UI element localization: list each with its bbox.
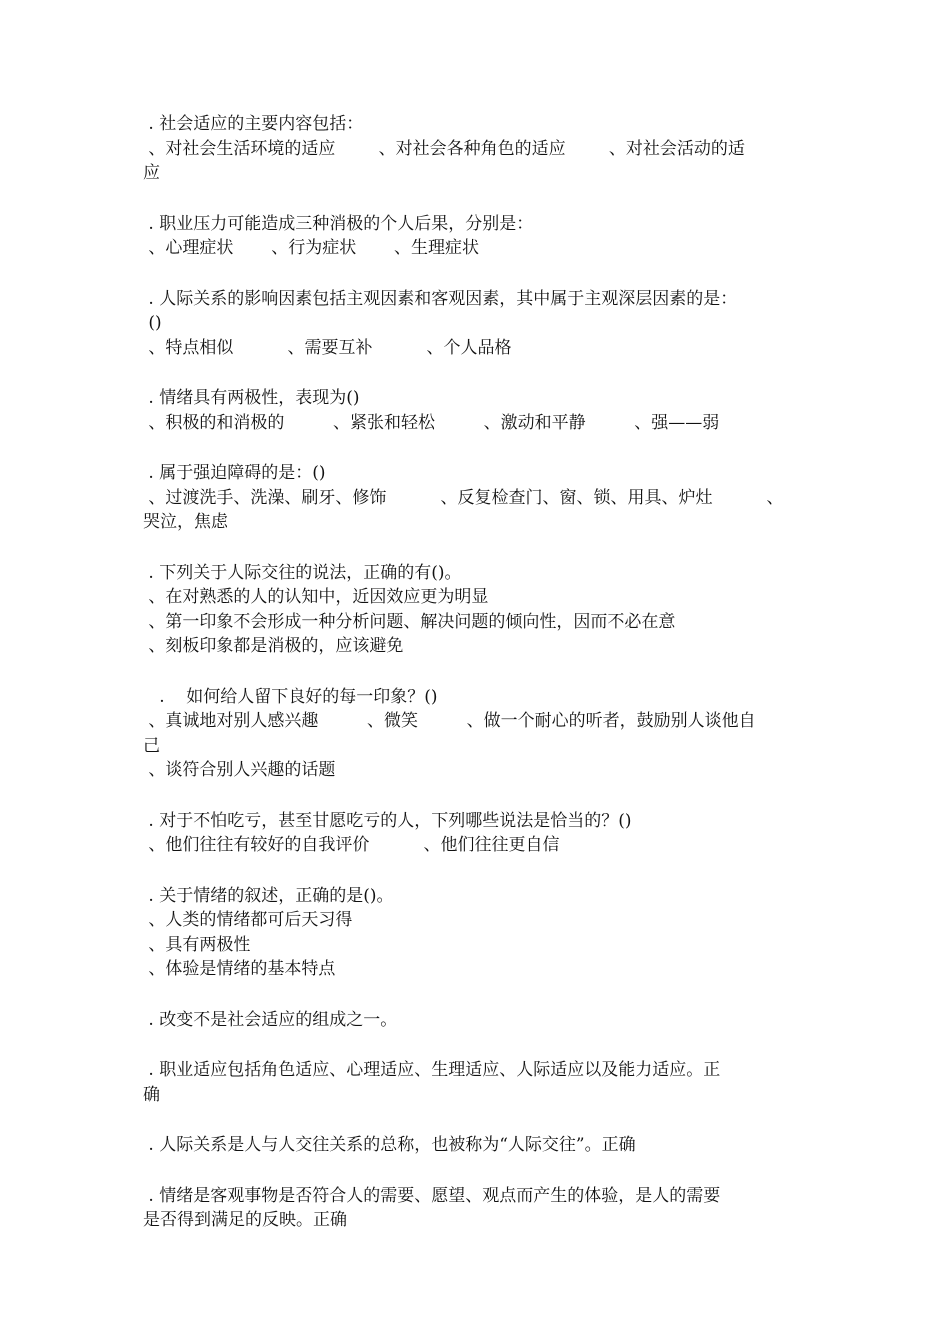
statement-text: . 人际关系是人与人交往关系的总称，也被称为“人际交往”。正确 [143, 1135, 636, 1155]
question-text: . 人际关系的影响因素包括主观因素和客观因素，其中属于主观深层因素的是： [143, 288, 738, 309]
question-4 [143, 386, 811, 435]
answer-options-continued: 己 [143, 735, 160, 756]
question-text: . 情绪具有两极性，表现为() [143, 388, 360, 408]
statement-text: . 改变不是社会适应的组成之一。 [143, 1009, 398, 1030]
question-6 [143, 561, 811, 659]
answer-options-continued: 应 [143, 163, 160, 183]
answer-options: 、真诚地对别人感兴趣 、微笑 、做一个耐心的听者，鼓励别人谈他自 [143, 711, 756, 731]
answer-option: 、谈符合别人兴趣的话题 [143, 760, 336, 780]
answer-option: 、人类的情绪都可后天习得 [143, 910, 353, 930]
answer-options: 、特点相似 、需要互补 、个人品格 [143, 337, 512, 358]
question-text: . 对于不怕吃亏，甚至甘愿吃亏的人，下列哪些说法是恰当的？() [143, 810, 632, 831]
question-text: . 下列关于人际交往的说法，正确的有()。 [143, 562, 462, 583]
answer-option: 、刻板印象都是消极的，应该避免 [143, 636, 404, 656]
question-text: . 关于情绪的叙述，正确的是()。 [143, 885, 394, 906]
question-11 [143, 1058, 811, 1107]
question-2 [143, 212, 811, 261]
statement-text: . 情绪是客观事物是否符合人的需要、愿望、观点而产生的体验，是人的需要 [143, 1185, 721, 1206]
statement-text-continued: 确 [143, 1084, 160, 1105]
answer-option: 、第一印象不会形成一种分析问题、解决问题的倾向性，因而不必在意 [143, 611, 676, 632]
question-9 [143, 884, 811, 982]
question-5 [143, 461, 811, 535]
question-3 [143, 287, 811, 361]
answer-option: 、在对熟悉的人的认知中，近因效应更为明显 [143, 587, 489, 607]
question-text: . 职业压力可能造成三种消极的个人后果，分别是： [143, 213, 534, 234]
answer-options: 、积极的和消极的 、紧张和轻松 、激动和平静 、强——弱 [143, 412, 720, 433]
question-8 [143, 809, 811, 858]
answer-options-continued: 哭泣，焦虑 [143, 512, 228, 532]
statement-text-continued: 是否得到满足的反映。正确 [143, 1210, 347, 1230]
document-page [143, 112, 811, 1233]
question-12 [143, 1133, 811, 1158]
question-7 [143, 685, 811, 783]
answer-options: 、对社会生活环境的适应 、对社会各种角色的适应 、对社会活动的适 [143, 138, 745, 159]
question-text: . 社会适应的主要内容包括： [143, 114, 364, 134]
answer-options: 、心理症状 、行为症状 、生理症状 [143, 238, 480, 258]
question-text: . 如何给人留下良好的每一印象？() [143, 686, 438, 707]
answer-option: 、体验是情绪的基本特点 [143, 959, 336, 979]
question-10 [143, 1008, 811, 1033]
question-13 [143, 1184, 811, 1233]
statement-text: . 职业适应包括角色适应、心理适应、生理适应、人际适应以及能力适应。正 [143, 1060, 721, 1080]
question-text-continued: () [143, 313, 162, 333]
answer-options: 、过渡洗手、洗澡、刷牙、修饰 、反复检查门、窗、锁、用具、炉灶 、 [143, 487, 784, 508]
question-1 [143, 112, 811, 186]
answer-options: 、他们往往有较好的自我评价 、他们往往更自信 [143, 835, 560, 855]
answer-option: 、具有两极性 [143, 934, 251, 955]
question-text: . 属于强迫障碍的是：() [143, 463, 326, 483]
